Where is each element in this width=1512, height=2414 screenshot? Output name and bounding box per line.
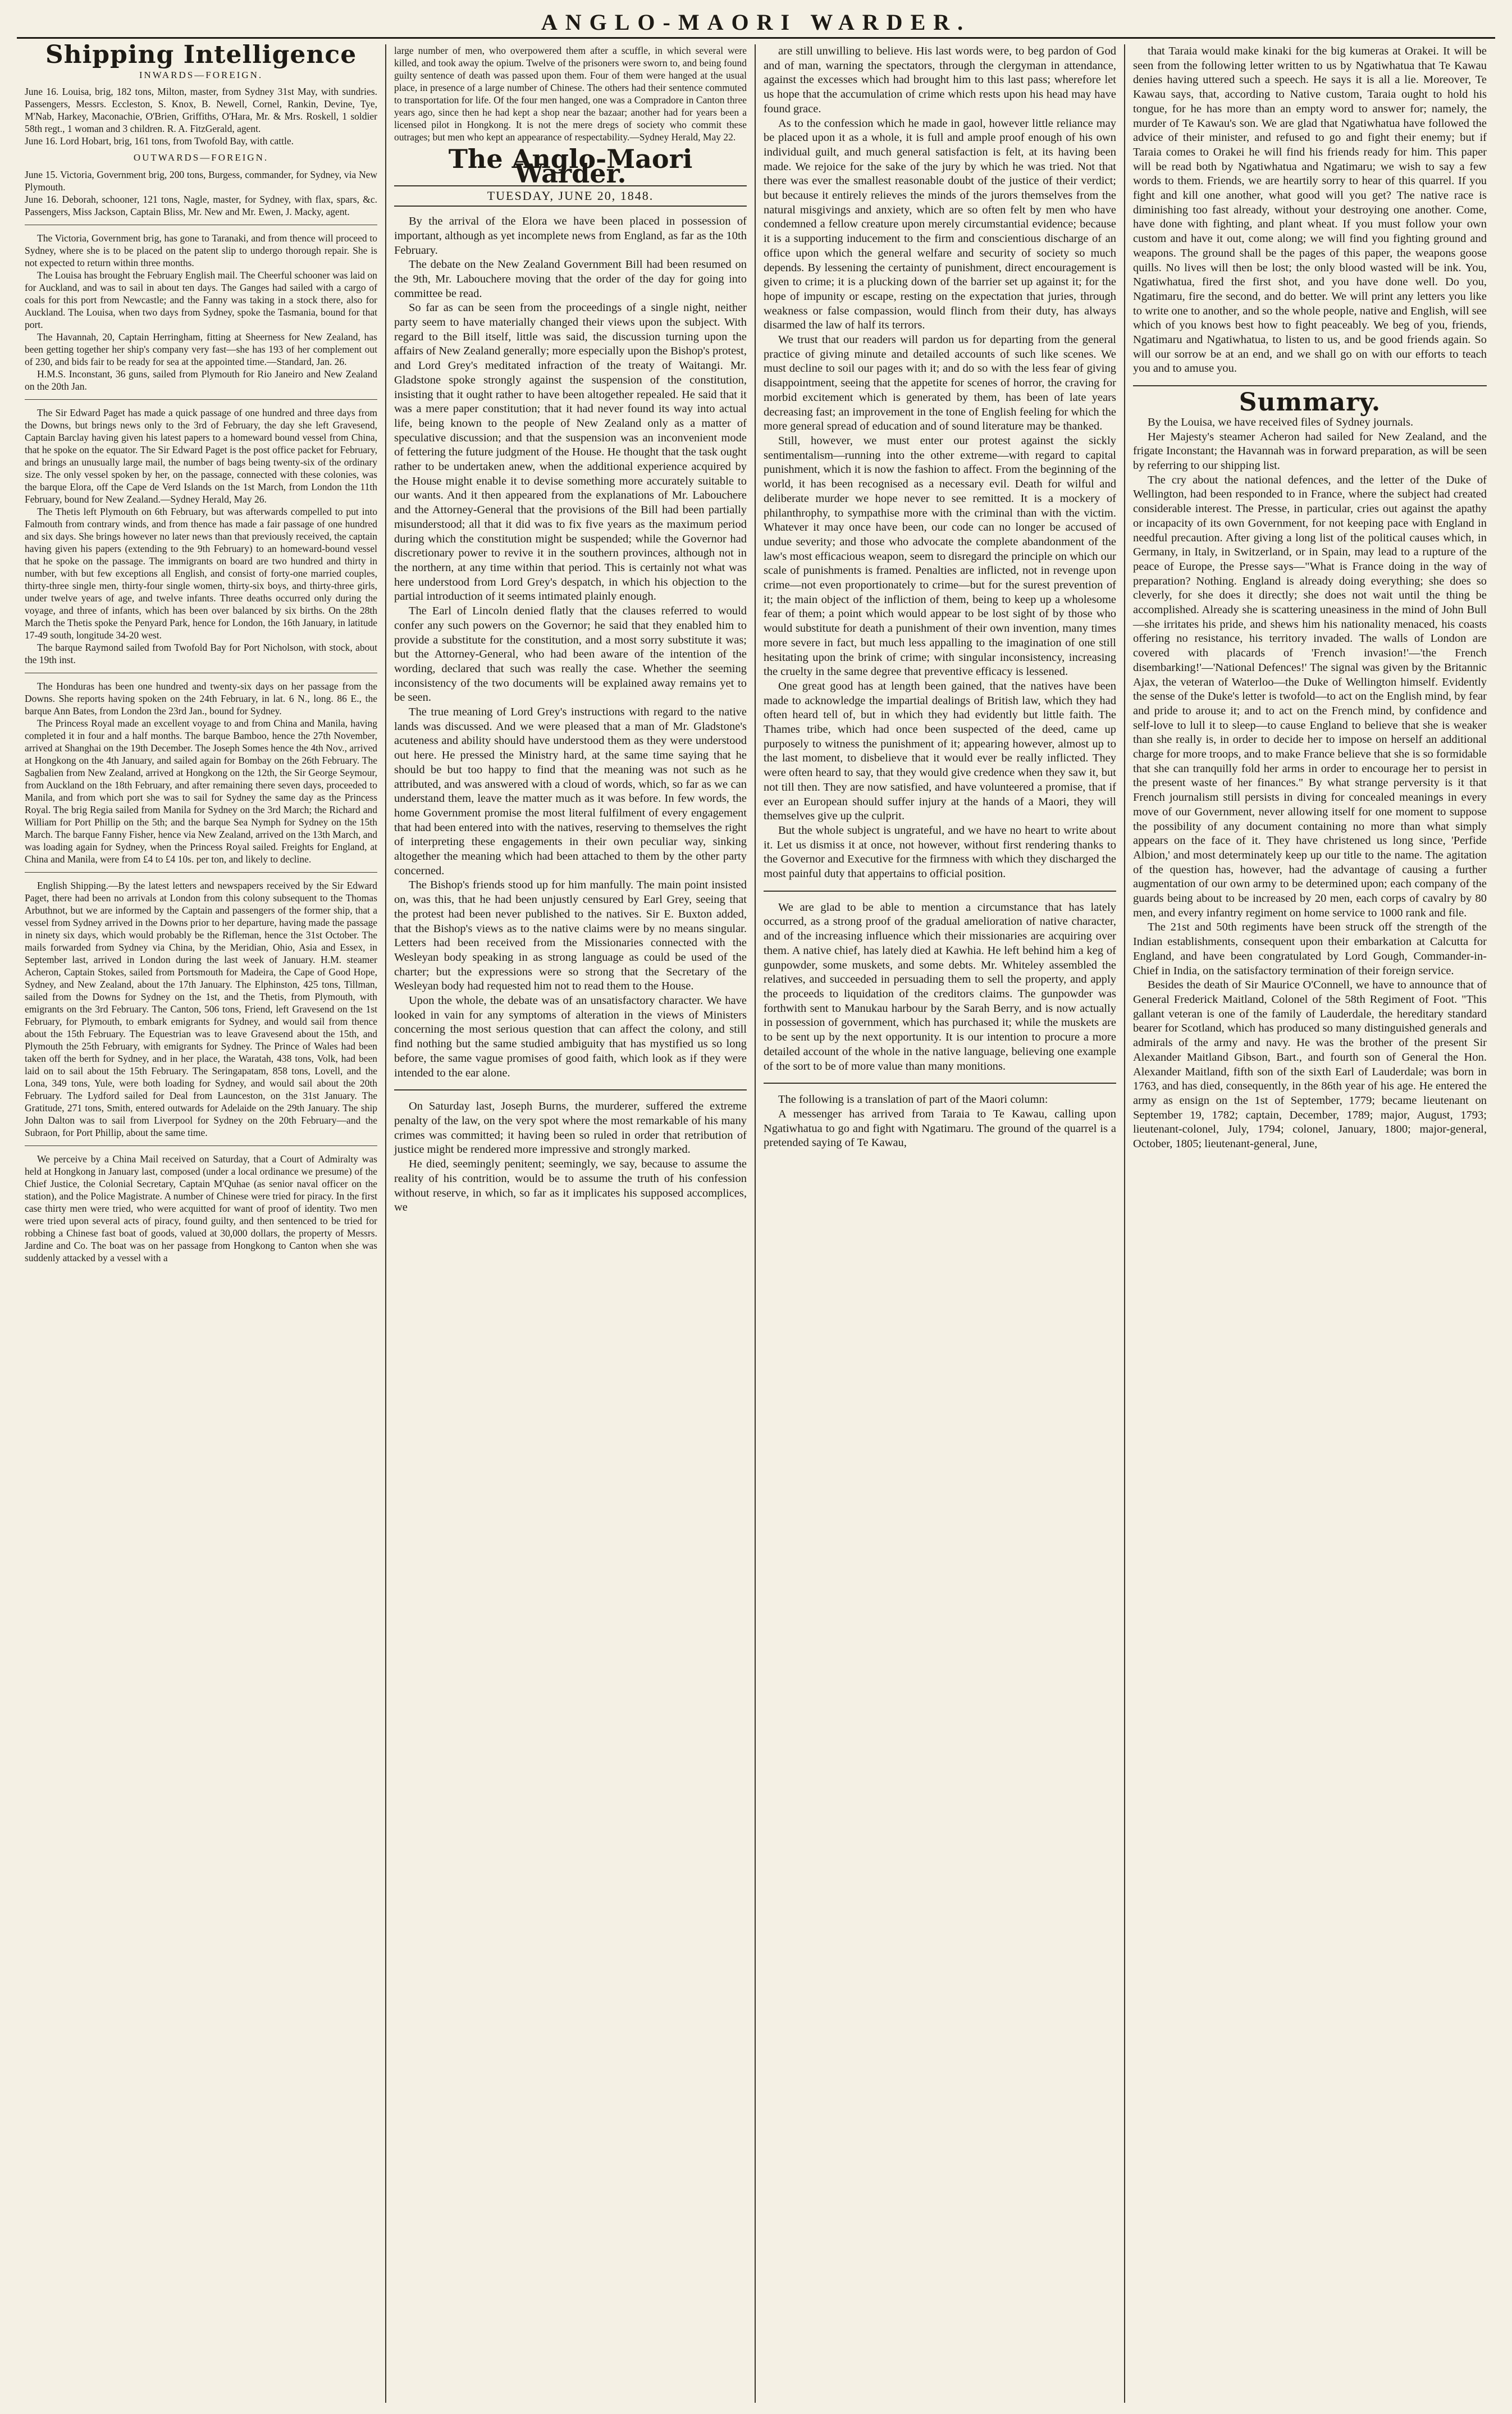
shipping-entry: June 16. Louisa, brig, 182 tons, Milton, master, from Sydney 31st May, with sundries. Passengers, Messrs. Eccleston, S. Knox, B. Newell, Cornel, Rankin, Devine, Tye, M'Nab, Harkey, Maconachie, O'Brien, Griffiths, O'Hara, Mr. & Mrs. Roskell, 1 soldier 58th regt., 1 woman and 3 children. R. A. FitzGerald, agent. bbox=[25, 86, 377, 135]
article-paragraph: The Earl of Lincoln denied flatly that the clauses referred to would confer any such powers on the Governor; he said that they enabled him to provide a substitute for the constitution, and a most sorry substitute it was; but the Attorney-General, who had been aware of the intention of the wording, declared that such was really the case. Whether the seeming inconsistency of the two documents will be explained away remains yet to be seen. bbox=[394, 605, 747, 704]
news-paragraph: The Honduras has been one hundred and twenty-six days on her passage from the Downs. She reports having spoken on the 24th February, in lat. 6 N., long. 86 E., the barque Ann Bates, from London the 23rd Jan., bound for Sydney. bbox=[25, 681, 377, 717]
article-paragraph: Her Majesty's steamer Acheron had sailed for New Zealand, and the frigate Inconstant; the Havannah was in forward preparation, as will be seen by referring to our shipping list. bbox=[1133, 430, 1487, 472]
news-paragraph: We perceive by a China Mail received on Saturday, that a Court of Admiralty was held at Hongkong in January last, composed (under a local ordinance we presume) of the Chief Justice, the Colonial Secretary, Captain M'Quhae (as senior naval officer on the station), and the Police Magistrate. A number of Chinese were tried for piracy. In the first case thirty men were tried, who were acquitted for want of proof of identity. Two men were tried upon several acts of piracy, found guilty, and then sentenced to be tried for robbing a Chinese fast boat of goods, valued at 30,000 dollars, the property of Messrs. Jardine and Co. The boat was on her passage from Hongkong to Canton when she was suddenly attacked by a vessel with a bbox=[25, 1153, 377, 1264]
article-paragraph: Besides the death of Sir Maurice O'Connell, we have to announce that of General Frederick Maitland, Colonel of the 58th Regiment of Foot. "This gallant veteran is one of the family of Lauderdale, the hereditary standard bearer for Scotland, which has produced so many distinguished generals and admirals of the army and navy. He was the brother of the present Sir Alexander Maitland Gibson, Bart., and fourth son of General the Hon. Alexander Maitland, fifth son of the sixth Earl of Lauderdale; was born in 1763, and has died, consequently, in the 86th year of his age. He entered the army as ensign on the 1st of September, 1779; became lieutenant on September 19, 1782; captain, December, 1789; major, August, 1793; lieutenant-colonel, July, 1794; colonel, January, 1800; major-general, October, 1805; lieutenant-general, June, bbox=[1133, 979, 1487, 1151]
article-paragraph: that Taraia would make kinaki for the big kumeras at Orakei. It will be seen from the following letter written to us by Ngatiwhatua that Te Kawau denies having uttered such a speech. He says it is all a lie. Moreover, Te Kawau says, that, according to Native custom, Taraia ought to hold his tongue, for he has more than an empty word to answer for; namely, the murder of Te Kawau's son. We are glad that Ngatiwhatua have followed the advice of their minister, and refused to go and fight their enemy; but if Taraia comes to Orakei he will find his friends ready for him. This paper will be read both by Ngatiwhatua and Ngatimaru; we wish to say a few words to them. Friends, we are heartily sorry to hear of this quarrel. If you fight and kill one another, what good will you get? The native race is diminishing too fast already, without your destroying one another. Come, have done with fighting, and plant wheat. If you must follow your own custom and have it out, come along; we will find you fighting ground and weapons. The ground shall be the pages of this paper, the weapons goose quills. No lives will then be lost; the only blood wasted will be ink. You, Ngatiwhatua, fired the first shot, and you have done well. Do you, Ngatimaru, fire the second, and do better. We will print any letters you like to write one to another, and so the whole people, native and English, will see which of you knows best how to fight peaceably. We beg of you, friends, Ngatimaru and Ngatiwhatua, to listen to us, and be good friends again. So will our sorrow be at an end, and we shall go on with our efforts to teach you and to amuse you. bbox=[1133, 45, 1487, 375]
column-3 bbox=[756, 44, 1125, 2403]
news-paragraph: The Sir Edward Paget has made a quick passage of one hundred and three days from the Downs, but brings news only to the 3rd of February, the day she left Gravesend, Captain Barclay having given his latest papers to a homeward bound vessel from China, that he spoke on the equator. The Sir Edward Paget is the post office packet for February, and brings an unusually large mail, the number of bags being twenty-six of the ordinary size. The only vessel spoken by her, on the passage, connected with these colonies, was the barque Elora, off the Cape de Verd Islands on the 1st March, from London the 11th February, bound for New Zealand.—Sydney Herald, May 26. bbox=[25, 407, 377, 505]
column-1 bbox=[17, 44, 386, 2403]
article-paragraph: The Bishop's friends stood up for him manfully. The main point insisted on, was this, that he had been unjustly censured by Earl Grey, seeing that the protest had been never published to the natives. Sir E. Buxton added, that the Bishop's views as to the native claims were by no means singular. Letters had been received from the Missionaries connected with the Wesleyan body speaking in as strong language as could be used of the charter; but the expressions were so strong that the Secretary of the Wesleyan body had requested him not to read them to the House. bbox=[394, 879, 747, 993]
news-paragraph: large number of men, who overpowered them after a scuffle, in which several were killed, and took away the opium. Twelve of the prisoners were sworn to, and being found guilty sentence of death was passed upon them. Four of them were hanged at the usual place, in presence of a large number of Chinese. The others had their sentence commuted to transportation for life. Of the four men hanged, one was a Compradore in Canton three years ago, since then he had kept a shop near the bazaar; another had for years been a licensed pilot in Hongkong. It is not the mere dregs of society who commit these outrages; but men who kept an appearance of respectability.—Sydney Herald, May 22. bbox=[394, 45, 747, 143]
article-paragraph: The debate on the New Zealand Government Bill had been resumed on the 9th, Mr. Labouchere moving that the order of the day for going into committee be read. bbox=[394, 258, 747, 300]
article-paragraph: The 21st and 50th regiments have been struck off the strength of the Indian establishments, consequent upon their embarkation at Calcutta for England, and have been congratulated by Lord Gough, Commander-in-Chief in India, on the satisfactory termination of their foreign service. bbox=[1133, 921, 1487, 977]
divider bbox=[25, 399, 377, 400]
shipping-section-title: Shipping Intelligence bbox=[45, 44, 357, 69]
column-4 bbox=[1125, 44, 1495, 2403]
article-paragraph: But the whole subject is ungrateful, and we have no heart to write about it. Let us dismiss it at once, not however, without first rendering thanks to the Governor and Executive for the firmness with which they discharged the most painful duty that appertains to official position. bbox=[764, 824, 1116, 880]
column-2 bbox=[386, 44, 756, 2403]
divider bbox=[394, 1089, 747, 1090]
summary-section-title: Summary. bbox=[1239, 388, 1381, 417]
article-paragraph: Upon the whole, the debate was of an unsatisfactory character. We have looked in vain for any symptoms of alteration in the views of Ministers concerning the most serious question that can affect the colony, and still find nothing but the same studied ambiguity that has mystified us so long before, the same vague promises of good faith, which look as if they were intended to the ear alone. bbox=[394, 994, 747, 1079]
article-paragraph: One great good has at length been gained, that the natives have been made to acknowledge the impartial dealings of British law, which they had often heard tell of, but in which they had evidently but little faith. The Thames tribe, which had once been suspected of the deed, came up purposely to witness the punishment of it; appearing however, almost up to the last moment, to disbelieve that it would ever be really inflicted. They were often heard to say, that they would give credence when they saw it, but not till then. They are now satisfied, and have volunteered a promise, that if ever an European should suffer injury at the hands of a Maori, they will themselves give up the culprit. bbox=[764, 679, 1116, 823]
divider bbox=[764, 1083, 1116, 1084]
news-paragraph: The Princess Royal made an excellent voyage to and from China and Manila, having completed it in four and a half months. The barque Bamboo, hence the 27th November, arrived at Shanghai on the 19th December. The Joseph Somes hence the 4th Nov., arrived at Hongkong on the 4th January, and sailed again for Bombay on the 26th February. The Sagbalien from New Zealand, arrived at Hongkong on the 12th, the Sir George Seymour, from Auckland on the 18th February, and after remaining there seven days, proceeded to Manila, and from which port she was to sail for Sydney the same day as the Princess Royal. The brig Regia sailed from Manila for Sydney on the 3rd March; the Richard and William for Port Phillip on the 5th; and the barque Sea Nymph for Sydney on the 15th March. The barque Fanny Fisher, hence via New Zealand, arrived on the 13th March, and was loading again for Sydney, when the Princess Royal sailed. Freights for England, at China and Manila, were from £4 to £4 10s. per ton, and likely to decline. bbox=[25, 718, 377, 865]
nameplate: The Anglo-Maori Warder. bbox=[448, 144, 693, 189]
columns bbox=[17, 44, 1495, 2403]
masthead: ANGLO-MAORI WARDER. bbox=[17, 8, 1495, 39]
news-paragraph: The Thetis left Plymouth on 6th February, but was afterwards compelled to put into Falmouth from contrary winds, and from thence has made a fair passage of one hundred and six days. She brings however no later news than that previously received, the captain having given his papers (extending to the 9th February) to an homeward-bound vessel that he spoke on the passage. The immigrants on board are two hundred and thirty in number, with but few exceptions all English, and consist of forty-one married couples, thirty-three single men, thirty-four single women, thirty-six boys, and thirty-three girls, under twelve years of age, and twelve infants. Three deaths occurred only during the voyage, and three of infants, which has been over balanced by six births. On the 28th March the Thetis spoke the Penyard Park, hence for London, the 16th January, in latitude 17-49 south, longitude 34-20 west. bbox=[25, 506, 377, 641]
divider bbox=[1133, 385, 1487, 386]
article-paragraph: are still unwilling to believe. His last words were, to beg pardon of God and of man, warning the spectators, through the clergyman in attendance, against the excesses which had brought him to this last pass; wherefore let us hope that the accumulation of crime which rests upon his head may have found grace. bbox=[764, 45, 1116, 115]
article-paragraph: A messenger has arrived from Taraia to Te Kawau, calling upon Ngatiwhatua to go and fight with Ngatimaru. The ground of the quarrel is a pretended saying of Te Kawau, bbox=[764, 1107, 1116, 1149]
article-paragraph: We trust that our readers will pardon us for departing from the general practice of giving minute and detailed accounts of such like scenes. We must decline to soil our pages with it; and do so with the less fear of giving disappointment, seeing that the appetite for scenes of horror, the craving for morbid excitement which is generated by them, has been of late years decreasing fast; an improvement in the tone of English feeling for which the more general spread of education and of sound literature may be thanked. bbox=[764, 334, 1116, 433]
shipping-entry: June 16. Lord Hobart, brig, 161 tons, from Twofold Bay, with cattle. bbox=[25, 135, 294, 147]
article-paragraph: Still, however, we must enter our protest against the sickly sentimentalism—running into the other extreme—with regard to capital punishment, which it is now the fashion to affect. From the beginning of the world, it has been recognised as a necessary evil. Death for wilful and deliberate murder we hope never to see remitted. It is a mockery of philanthrophy, to sympathise more with the criminal than with the victim. Whatever it may once have been, our code can no longer be accused of undue severity; and those who advocate the complete abandonment of the law's most efficacious weapon, seem to disregard the principle on which our scale of punishments is framed. Penalties are inflicted, not in revenge upon crime—not even proportionately to crime—but for the surest prevention of it; the main object of the infliction of them, being to keep up a wholesome fear of them; a point which would appear to be lost sight of by those who would substitute for death a punishment of their own invention, many times more severe in fact, but much less appalling to the imagination of one still hesitating upon the brink of crime; with singular inconsistency, increasing the cruelty in the same degree that preventive efficacy is lessened. bbox=[764, 434, 1116, 678]
news-paragraph: The Louisa has brought the February English mail. The Cheerful schooner was laid on for Auckland, and was to sail in about ten days. The Ganges had sailed with a cargo of coals for this port from Newcastle; and the Fanny was taking in a stock there, also for Auckland. The Louisa, when two days from Sydney, spoke the Tasmania, bound for that port. bbox=[25, 270, 377, 331]
news-paragraph: The Victoria, Government brig, has gone to Taranaki, and from thence will proceed to Sydney, where she is to be placed on the patent slip to undergo thorough repair. She is not expected to return within three months. bbox=[25, 232, 377, 269]
article-paragraph: The following is a translation of part of the Maori column: bbox=[778, 1093, 1048, 1106]
news-paragraph: English Shipping.—By the latest letters and newspapers received by the Sir Edward Paget, there had been no arrivals at London from this colony subsequent to the Thomas Arbuthnot, but we are informed by the Captain and passengers of the former ship, that a vessel from Sydney arrived in the Downs prior to her departure, having made the passage in ninety six days, which would probably be the Rifleman, hence the 31st October. The mails forwarded from Sydney via China, by the Meridian, Ohio, Asia and Essex, in September last, arrived in London during the last week of January. H.M. steamer Acheron, Captain Stokes, sailed from Portsmouth for Madeira, the Cape of Good Hope, Sydney, and New Zealand, about the 17th January. The Elphinston, 425 tons, Tillman, sailed from the Downs for Sydney on the 1st, and the Thetis, from Plymouth, with emigrants on the 3rd February. The Canton, 506 tons, Friend, left Gravesend on the 1st February, for Plymouth, to embark emigrants for Sydney, and would sail from thence about the 15th February. The Equestrian was to leave Gravesend about the 15th, and Plymouth the 25th February, with emigrants for Sydney. The Prince of Wales had been taken off the berth for Sydney, and in her place, the Waratah, 438 tons, Volk, had been laid on to sail about the 15th February. The Seringapatam, 858 tons, Lovell, and the Lona, 349 tons, Yule, were both loading for Sydney, and would sail about the 20th February. The Lydford sailed for Deal from Launceston, on the 31st January. The Gratitude, 271 tons, Smith, entered outwards for Adelaide on the 29th January. The ship John Dalton was to sail from Liverpool for Sydney on the 20th February—and the Subraon, for Port Phillip, about the same time. bbox=[25, 880, 377, 1139]
news-paragraph: H.M.S. Inconstant, 36 guns, sailed from Plymouth for Rio Janeiro and New Zealand on the 20th Jan. bbox=[25, 368, 377, 393]
news-paragraph: The barque Raymond sailed from Twofold Bay for Port Nicholson, with stock, about the 19th inst. bbox=[25, 642, 377, 666]
divider bbox=[25, 872, 377, 873]
outwards-heading: OUTWARDS—FOREIGN. bbox=[133, 152, 269, 163]
divider bbox=[764, 891, 1116, 892]
article-paragraph: We are glad to be able to mention a circumstance that has lately occurred, as a strong proof of the gradual amelioration of native character, and of the increasing influence which their missionaries are acquiring over them. A native chief, has lately died at Kawhia. He left behind him a keg of gunpowder, some muskets, and some debts. Mr. Whiteley assembled the relatives, and succeeded in persuading them to sell the property, and apply the proceeds to liquidation of the creditors claims. The gunpowder was forthwith sent to Manukau harbour by the Sarah Berry, and is now actually in possession of government, which has purchased it; while the muskets are to be sent up by the next opportunity. It is our intention to procure a more detailed account of the whole in the native language, believing one example of the sort to be of more value than many monitions. bbox=[764, 901, 1116, 1073]
article-paragraph: As to the confession which he made in gaol, however little reliance may be placed upon it as a whole, it is full and ample proof enough of his own individual guilt, and much general satisfaction is felt, at its having been made. We rejoice for the sake of the jury by which he was tried. Not that there was ever the smallest reasonable doubt of the justice of their verdict; but because it entirely relieves the minds of the jurors themselves from the natural misgivings and anxiety, which are so often felt by men who have condemned a fellow creature upon merely circumstantial evidence; because it is a supporting inducement to the firm and conscientious discharge of an office upon which the general welfare and security of society so much depends. By lessening the certainty of punishment, direct encouragement is given to crime; it is a plucking down of the barrier set up against it; for the hope of impunity or escape, resting on the expectation that juries, through weakness or false compassion, would flinch from their duty, has always disarmed the law of half its terrors. bbox=[764, 117, 1116, 332]
article-paragraph: The cry about the national defences, and the letter of the Duke of Wellington, had been responded to in France, where the subject had created considerable interest. The Presse, in particular, cries out against the apathy or incapacity of its own Government, for not keeping pace with England in needful precaution. After giving a long list of the political causes which, in Germany, in Italy, in Switzerland, or in Spain, may lead to a rupture of the peace of Europe, the Presse says—"What is France doing in the way of preparation? Nothing. England is already doing everything; she does so cleverly, for she does it directly; she does not wait until the thing be accomplished. Already she is scattering uneasiness in the mind of John Bull—she irritates his pride, and shews him his nationality menaced, his coasts offering no resistance, his territory invaded. The walls of London are covered with placards of 'French invasion!'—'the French disembarking!'—'National Defences!' The signal was given by the Britannic Ajax, the veteran of Waterloo—the Duke of Wellington himself. Evidently the sense of the Duke's letter is twofold—to act on the English mind, by fear and pride to arouse it; and to act on the French mind, by confidence and self-love to lull it to sleep—to cause England to believe that she is weaker than she really is, in order to decide her to impose on herself an additional charge for more troops, and to make France believe that she is so formidable that she can tranquilly fold her arms in order to encourage her to persist in the present waste of her finances." By what strange perversity is it that French journalism still persists in diving for concealed meanings in every move of our Government, never allowing itself for one moment to suppose the possibility of any document containing no more than what simply appears on the face of it. They have christened us long since, 'Perfide Albion,' and most determinately keep up our title to the name. The agitation of the question has, however, had the advantage of causing a further augmentation of our own army to be determined upon; each company of the guards being about to be increased by 20 men, each corps of cavalry by 80 men, and every infantry regiment on home service to 1000 rank and file. bbox=[1133, 473, 1487, 919]
article-paragraph: By the Louisa, we have received files of Sydney journals. bbox=[1148, 416, 1414, 428]
article-paragraph: By the arrival of the Elora we have been placed in possession of important, although as yet incomplete news from England, as far as the 10th February. bbox=[394, 215, 747, 257]
article-paragraph: So far as can be seen from the proceedings of a single night, neither party seem to have materially changed their views upon the subject. With regard to the Bill itself, little was said, the discussion turning upon the affairs of New Zealand generally; more especially upon the Bishop's protest, and Lord Grey's meditated infraction of the treaty of Waitangi. Mr. Gladstone spoke strongly against the suspension of the constitution, insisting that it ought rather to have been altogether repealed. He said that it was a mere paper constitution; that it had never found its way into actual life, being known to the people of New Zealand only as a matter of speculative discussion; and that the suspension was an inconvenient mode of fettering the future judgment of the House. He thought that the task ought rather to be undertaken anew, when the additional experience acquired by the House might enable it to devise something more accurately suitable to our wants. And it then appeared from the explanations of Mr. Labouchere and the Attorney-General that the provisions of the Bill had been partially misunderstood; all that it did was to fix five years as the maximum period during which the constitution might be suspended; while the Governor had discretionary power to revive it in the southern provinces, although not in the northern, at any time within that period. This is certainly not what was here understood from Lord Grey's despatch, in which his objection to the partial introduction of it seems intimated plainly enough. bbox=[394, 302, 747, 603]
dateline: TUESDAY, JUNE 20, 1848. bbox=[394, 185, 747, 207]
article-paragraph: The true meaning of Lord Grey's instructions with regard to the native lands was discussed. And we were pleased that a man of Mr. Gladstone's acuteness and ability should have understood them as they were understood out here. He pressed the Ministry hard, at the same time saying that he should be but too happy to find that the meaning was not such as he attributed, and was answered with a cloud of words, which, so far as we can understand them, leave the matter much as it was before. In few words, the home Government promise the most literal fulfilment of every engagement that had been entered into with the natives, reserving to themselves the right of interpreting these engagements in their own peculiar way, sinking altogether the meaning which had been attached to them by the other party concerned. bbox=[394, 706, 747, 877]
news-paragraph: The Havannah, 20, Captain Herringham, fitting at Sheerness for New Zealand, has been getting together her ship's company very fast—she has 193 of her complement out of 230, and bids fair to be ready for sea at the appointed time.—Standard, Jan. 26. bbox=[25, 331, 377, 368]
shipping-entry: June 16. Deborah, schooner, 121 tons, Nagle, master, for Sydney, with flax, spars, &c. Passengers, Miss Jackson, Captain Bliss, Mr. New and Mr. Ewen, J. Macky, agent. bbox=[25, 194, 377, 218]
shipping-entry: June 15. Victoria, Government brig, 200 tons, Burgess, commander, for Sydney, via New Plymouth. bbox=[25, 169, 377, 193]
article-paragraph: He died, seemingly penitent; seemingly, we say, because to assume the reality of his contrition, would be to assume the truth of his confession without reserve, in which, so far as it implicates his supposed accomplices, we bbox=[394, 1158, 747, 1214]
article-paragraph: On Saturday last, Joseph Burns, the murderer, suffered the extreme penalty of the law, on the very spot where the most remarkable of his many crimes was committed; it having been so ruled in order that retribution of justice might be rendered more impressive and strongly marked. bbox=[394, 1100, 747, 1156]
inwards-heading: INWARDS—FOREIGN. bbox=[139, 69, 263, 80]
